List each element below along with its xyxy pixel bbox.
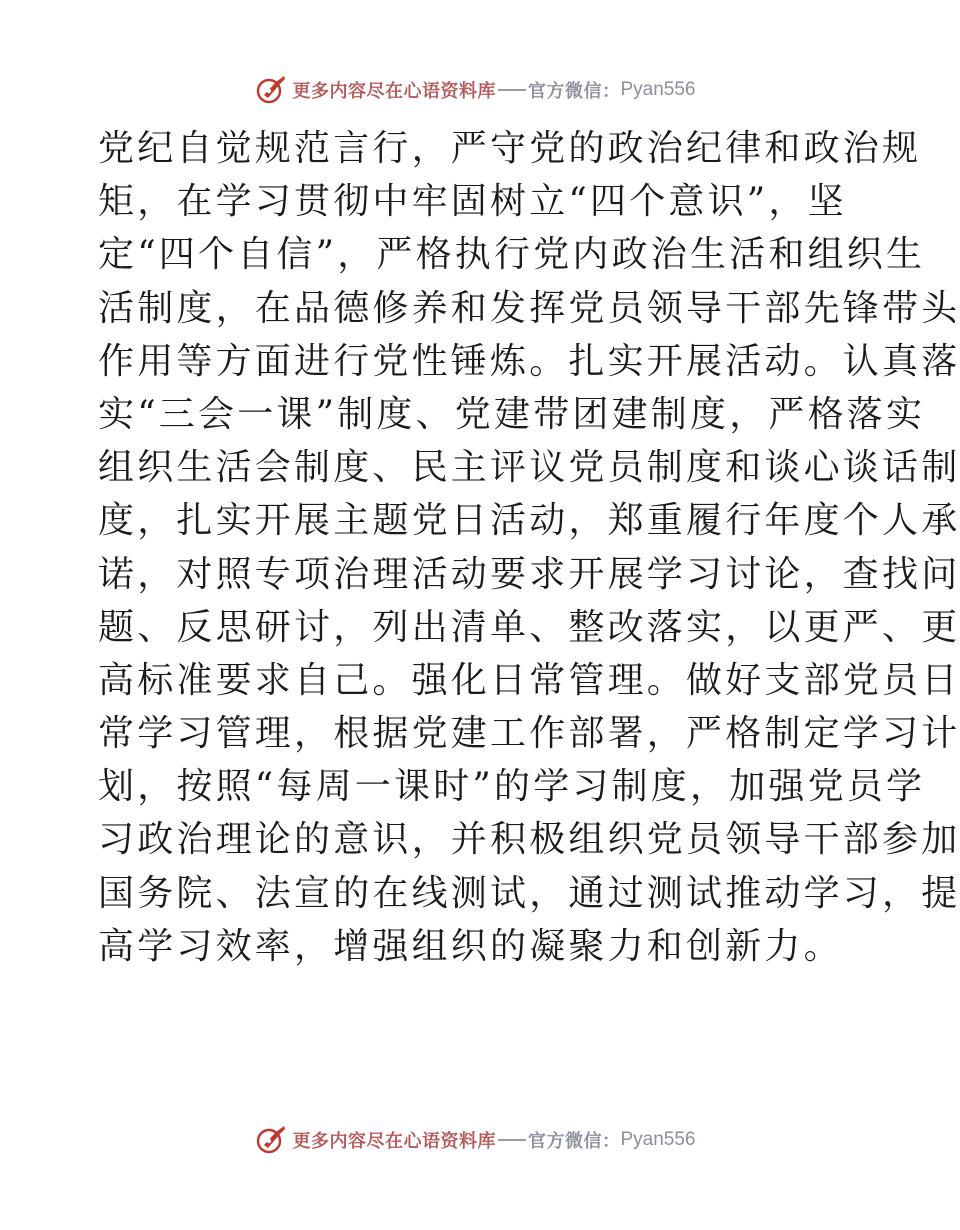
text-line: 实“三会一课”制度、党建带团建制度，严格落实 (98, 393, 926, 435)
watermark-site-text: 更多内容尽在心语资料库 (292, 81, 496, 102)
text-line: 习政治理论的意识，并积极组织党员领导干部参加 (98, 819, 960, 861)
pen-logo-icon (254, 73, 288, 107)
text-line: 矩，在学习贯彻中牢固树立“四个意识”，坚 (98, 181, 847, 223)
text-line: 党纪自觉规范言行，严守党的政治纪律和政治规 (98, 128, 922, 169)
watermark-contact-handle: Pyan556 (620, 79, 696, 100)
watermark-site-text: 更多内容尽在心语资料库 (292, 1131, 496, 1152)
text-line: 划，按照“每周一课时”的学习制度，加强党员学 (98, 766, 926, 808)
text-line: 国务院、法宣的在线测试，通过测试推动学习，提 (98, 872, 960, 914)
text-line: 定“四个自信”，严格执行党内政治生活和组织生 (98, 234, 926, 276)
text-line: 作用等方面进行党性锤炼。扎实开展活动。认真落 (98, 340, 960, 382)
watermark-separator (498, 1139, 526, 1141)
watermark-contact-label: 官方微信： (527, 81, 621, 102)
text-line: 诺，对照专项治理活动要求开展学习讨论，查找问 (98, 553, 960, 595)
text-line: 度，扎实开展主题党日活动，郑重履行年度个人承 (98, 500, 960, 542)
watermark-contact-handle: Pyan556 (620, 1129, 696, 1150)
text-line: 活制度，在品德修养和发挥党员领导干部先锋带头 (98, 287, 960, 329)
header-watermark (0, 70, 950, 110)
watermark-contact-label: 官方微信： (527, 1131, 621, 1152)
text-line: 组织生活会制度、民主评议党员制度和谈心谈话制 (98, 447, 960, 489)
watermark-separator (498, 89, 526, 91)
pen-logo-icon (254, 1123, 288, 1157)
text-line: 常学习管理，根据党建工作部署，严格制定学习计 (98, 713, 960, 755)
document-body (98, 122, 960, 973)
text-line: 高学习效率，增强组织的凝聚力和创新力。 (98, 925, 843, 967)
footer-watermark (0, 1120, 950, 1160)
text-line: 题、反思研讨，列出清单、整改落实，以更严、更 (98, 606, 960, 648)
text-line: 高标准要求自己。强化日常管理。做好支部党员日 (98, 659, 960, 701)
